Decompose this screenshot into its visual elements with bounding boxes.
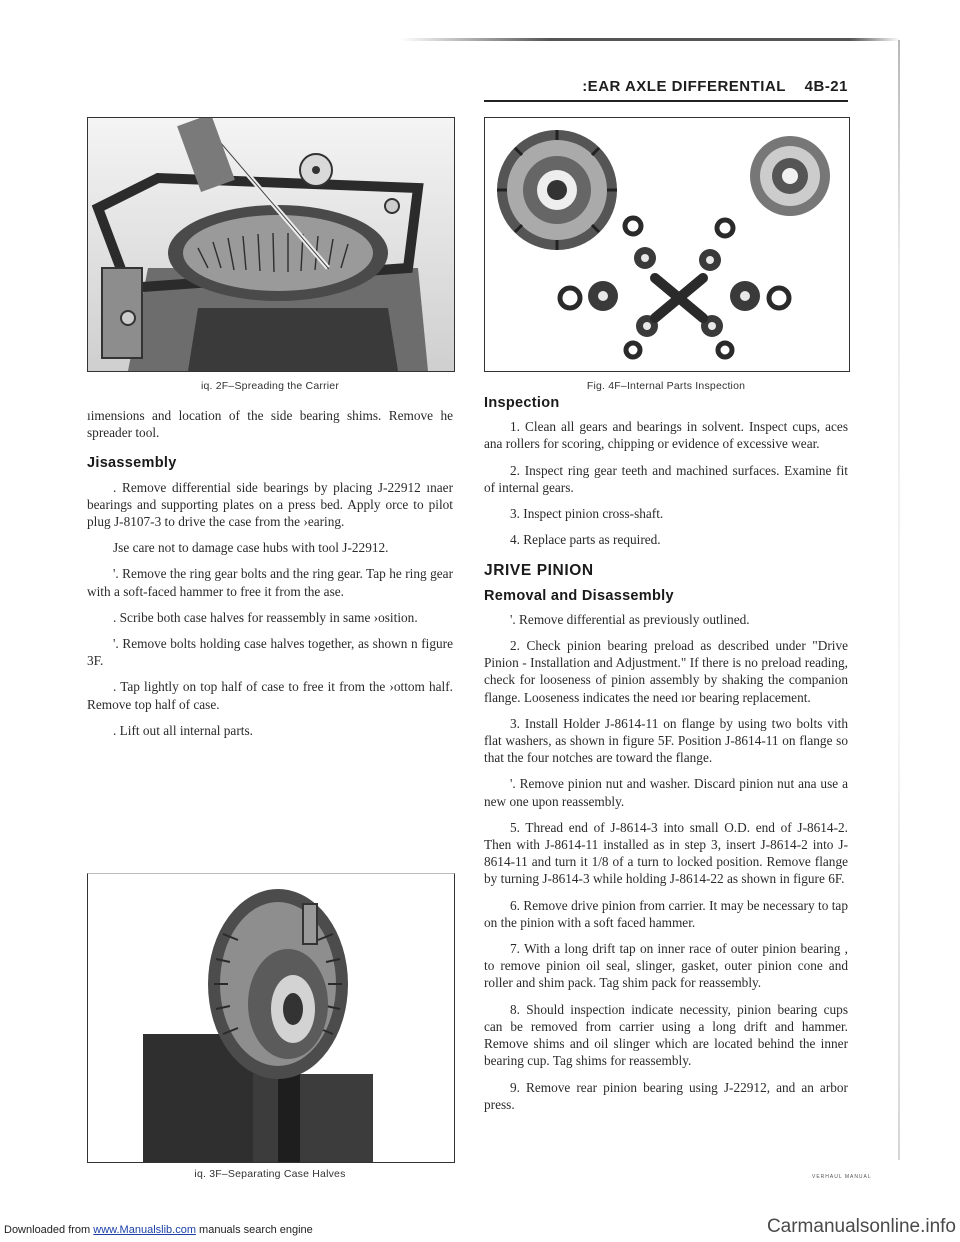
removal-step: 2. Check pinion bearing preload as described under "Drive Pinion - Installation and Adjustment." If there is no preload reading, check for looseness of pinion assembly by shaking the companion flange. Looseness indicates the need ıor bearing replacement. [484, 638, 848, 705]
section-title: :EAR AXLE DIFFERENTIAL [582, 78, 786, 95]
figure-4f-caption: Fig. 4F–Internal Parts Inspection [586, 380, 746, 392]
removal-step: 6. Remove drive pinion from carrier. It may be necessary to tap on the pinion with a soft faced hammer. [484, 897, 848, 930]
right-column [484, 395, 848, 1122]
removal-step: 3. Install Holder J-8614-11 on flange by using two bolts vith flat washers, as shown in figure 5F. Position J-8614-11 on flange so that the four notches are toward the flange. [484, 715, 848, 766]
removal-step: 7. With a long drift tap on inner race of outer pinion bearing , to remove pinion oil seal, slinger, gasket, outer pinion cone and roller and shim pack. Tag shim pack for reassembly. [484, 941, 848, 991]
removal-step: '. Remove pinion nut and washer. Discard pinion nut ana use a new one upon reassembly. [484, 776, 848, 809]
intro-paragraph: ıimensions and location of the side bearing shims. Remove he spreader tool. [87, 408, 453, 441]
disassembly-step: . Lift out all internal parts. [113, 722, 253, 738]
figure-4f [484, 117, 850, 372]
page-header [582, 78, 848, 95]
watermark: Carmanualsonline.info [766, 1216, 956, 1237]
download-prefix: Downloaded from [4, 1224, 94, 1236]
figure-4f-photo [485, 118, 849, 371]
inspection-heading: Inspection [484, 395, 560, 411]
figure-3f [87, 873, 455, 1163]
footer-mark: VERHAUL MANUAL [812, 1174, 872, 1180]
disassembly-step: '. Remove bolts holding case halves together, as shown n figure 3F. [87, 636, 453, 669]
page-number: 4B-21 [804, 78, 848, 95]
disassembly-step: Jse care not to damage case hubs with tool J-22912. [113, 540, 389, 556]
top-rule [400, 38, 900, 41]
disassembly-step: '. Remove the ring gear bolts and the ring gear. Tap he ring gear with a soft-faced hammer to free it from the ase. [87, 566, 453, 599]
inspection-item: 4. Replace parts as required. [510, 532, 661, 548]
inspection-item: 3. Inspect pinion cross-shaft. [510, 506, 664, 522]
manualslib-link[interactable]: www.Manualslib.com [93, 1224, 196, 1236]
inspection-item: 1. Clean all gears and bearings in solvent. Inspect cups, aces ana rollers for scoring, chipping or evidence of excessive wear. [484, 419, 848, 452]
disassembly-step: . Remove differential side bearings by placing J-22912 ınaer bearings and supporting plates on a press bed. Apply orce to pilot plug J-8107-3 to drive the case from the ›earing. [87, 479, 453, 530]
removal-step: '. Remove differential as previously outlined. [510, 611, 750, 627]
figure-2f-caption: iq. 2F–Spreading the Carrier [200, 380, 340, 392]
download-suffix: manuals search engine [195, 1224, 313, 1236]
drive-pinion-heading: JRIVE PINION [484, 562, 594, 580]
page-edge-shadow [898, 40, 900, 1160]
removal-heading: Removal and Disassembly [484, 587, 674, 604]
download-footer [4, 1224, 313, 1236]
figure-2f-photo [88, 118, 454, 371]
figure-3f-photo [88, 874, 454, 1162]
disassembly-step: . Tap lightly on top half of case to free it from the ›ottom half. Remove top half of case. [87, 679, 453, 712]
disassembly-heading: Jisassembly [87, 455, 177, 472]
removal-step: 8. Should inspection indicate necessity, pinion bearing cups can be removed from carrier using a long drift and hammer. Remove shims and oil slinger which are located behind the inner bearing cup. Tag shims for reassembly. [484, 1001, 848, 1069]
figure-2f [87, 117, 455, 372]
inspection-item: 2. Inspect ring gear teeth and machined surfaces. Examine fit of internal gears. [484, 462, 848, 495]
left-column [87, 407, 453, 748]
removal-step: 9. Remove rear pinion bearing using J-22912, and an arbor press. [484, 1079, 848, 1112]
figure-3f-caption: iq. 3F–Separating Case Halves [194, 1168, 346, 1180]
header-rule [484, 100, 848, 102]
disassembly-step: . Scribe both case halves for reassembly in same ›osition. [113, 609, 418, 625]
removal-step: 5. Thread end of J-8614-3 into small O.D. end of J-8614-2. Then with J-8614-11 installed as in step 3, insert J-8614-2 into J-8614-11 and turn it 1/8 of a turn to locked position. Remove flange by turning J-8614-3 while holding J-8614-22 as shown in figure 6F. [484, 819, 848, 887]
